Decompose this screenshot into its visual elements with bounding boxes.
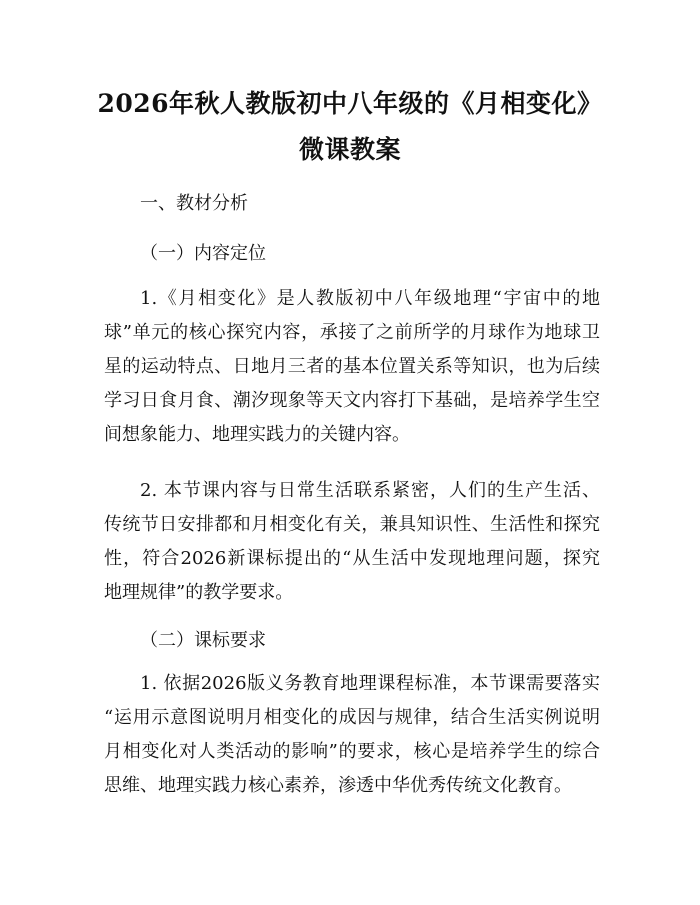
paragraph-line: 间想象能力、地理实践力的关键内容。 [104,424,410,445]
paragraph-line: 1.《月相变化》是人教版初中八年级地理“宇宙中的地 [140,288,600,309]
paragraph-line: 思维、地理实践力核心素养，渗透中华优秀传统文化教育。 [104,775,572,796]
subsection-heading-curriculum-requirements: （二）课标要求 [140,630,266,651]
subsection-heading-content-positioning: （一）内容定位 [140,243,266,264]
paragraph-line: 地理规律”的教学要求。 [104,582,294,603]
paragraph-line: 传统节日安排都和月相变化有关，兼具知识性、生活性和探究 [104,514,600,535]
paragraph-line: 月相变化对人类活动的影响”的要求，核心是培养学生的综合 [104,741,600,762]
paragraph-line: 星的运动特点、日地月三者的基本位置关系等知识，也为后续 [104,356,600,377]
paragraph-curriculum-requirements-1 [104,667,600,803]
paragraph-content-positioning-1 [104,282,600,452]
paragraph-line: 1. 依据2026版义务教育地理课程标准，本节课需要落实 [140,673,600,694]
paragraph-line: 学习日食月食、潮汐现象等天文内容打下基础，是培养学生空 [104,390,600,411]
paragraph-line: 性，符合2026新课标提出的“从生活中发现地理问题，探究 [104,548,600,569]
section-heading-textbook-analysis: 一、教材分析 [140,193,248,214]
document-title-line-1: 2026年秋人教版初中八年级的《月相变化》 [97,89,603,118]
paragraph-line: 球”单元的核心探究内容，承接了之前所学的月球作为地球卫 [104,322,600,343]
paragraph-line: “运用示意图说明月相变化的成因与规律，结合生活实例说明 [104,707,600,728]
paragraph-content-positioning-2 [104,474,600,610]
document-title-line-2: 微课教案 [298,135,401,164]
paragraph-line: 2. 本节课内容与日常生活联系紧密，人们的生产生活、 [140,480,600,501]
